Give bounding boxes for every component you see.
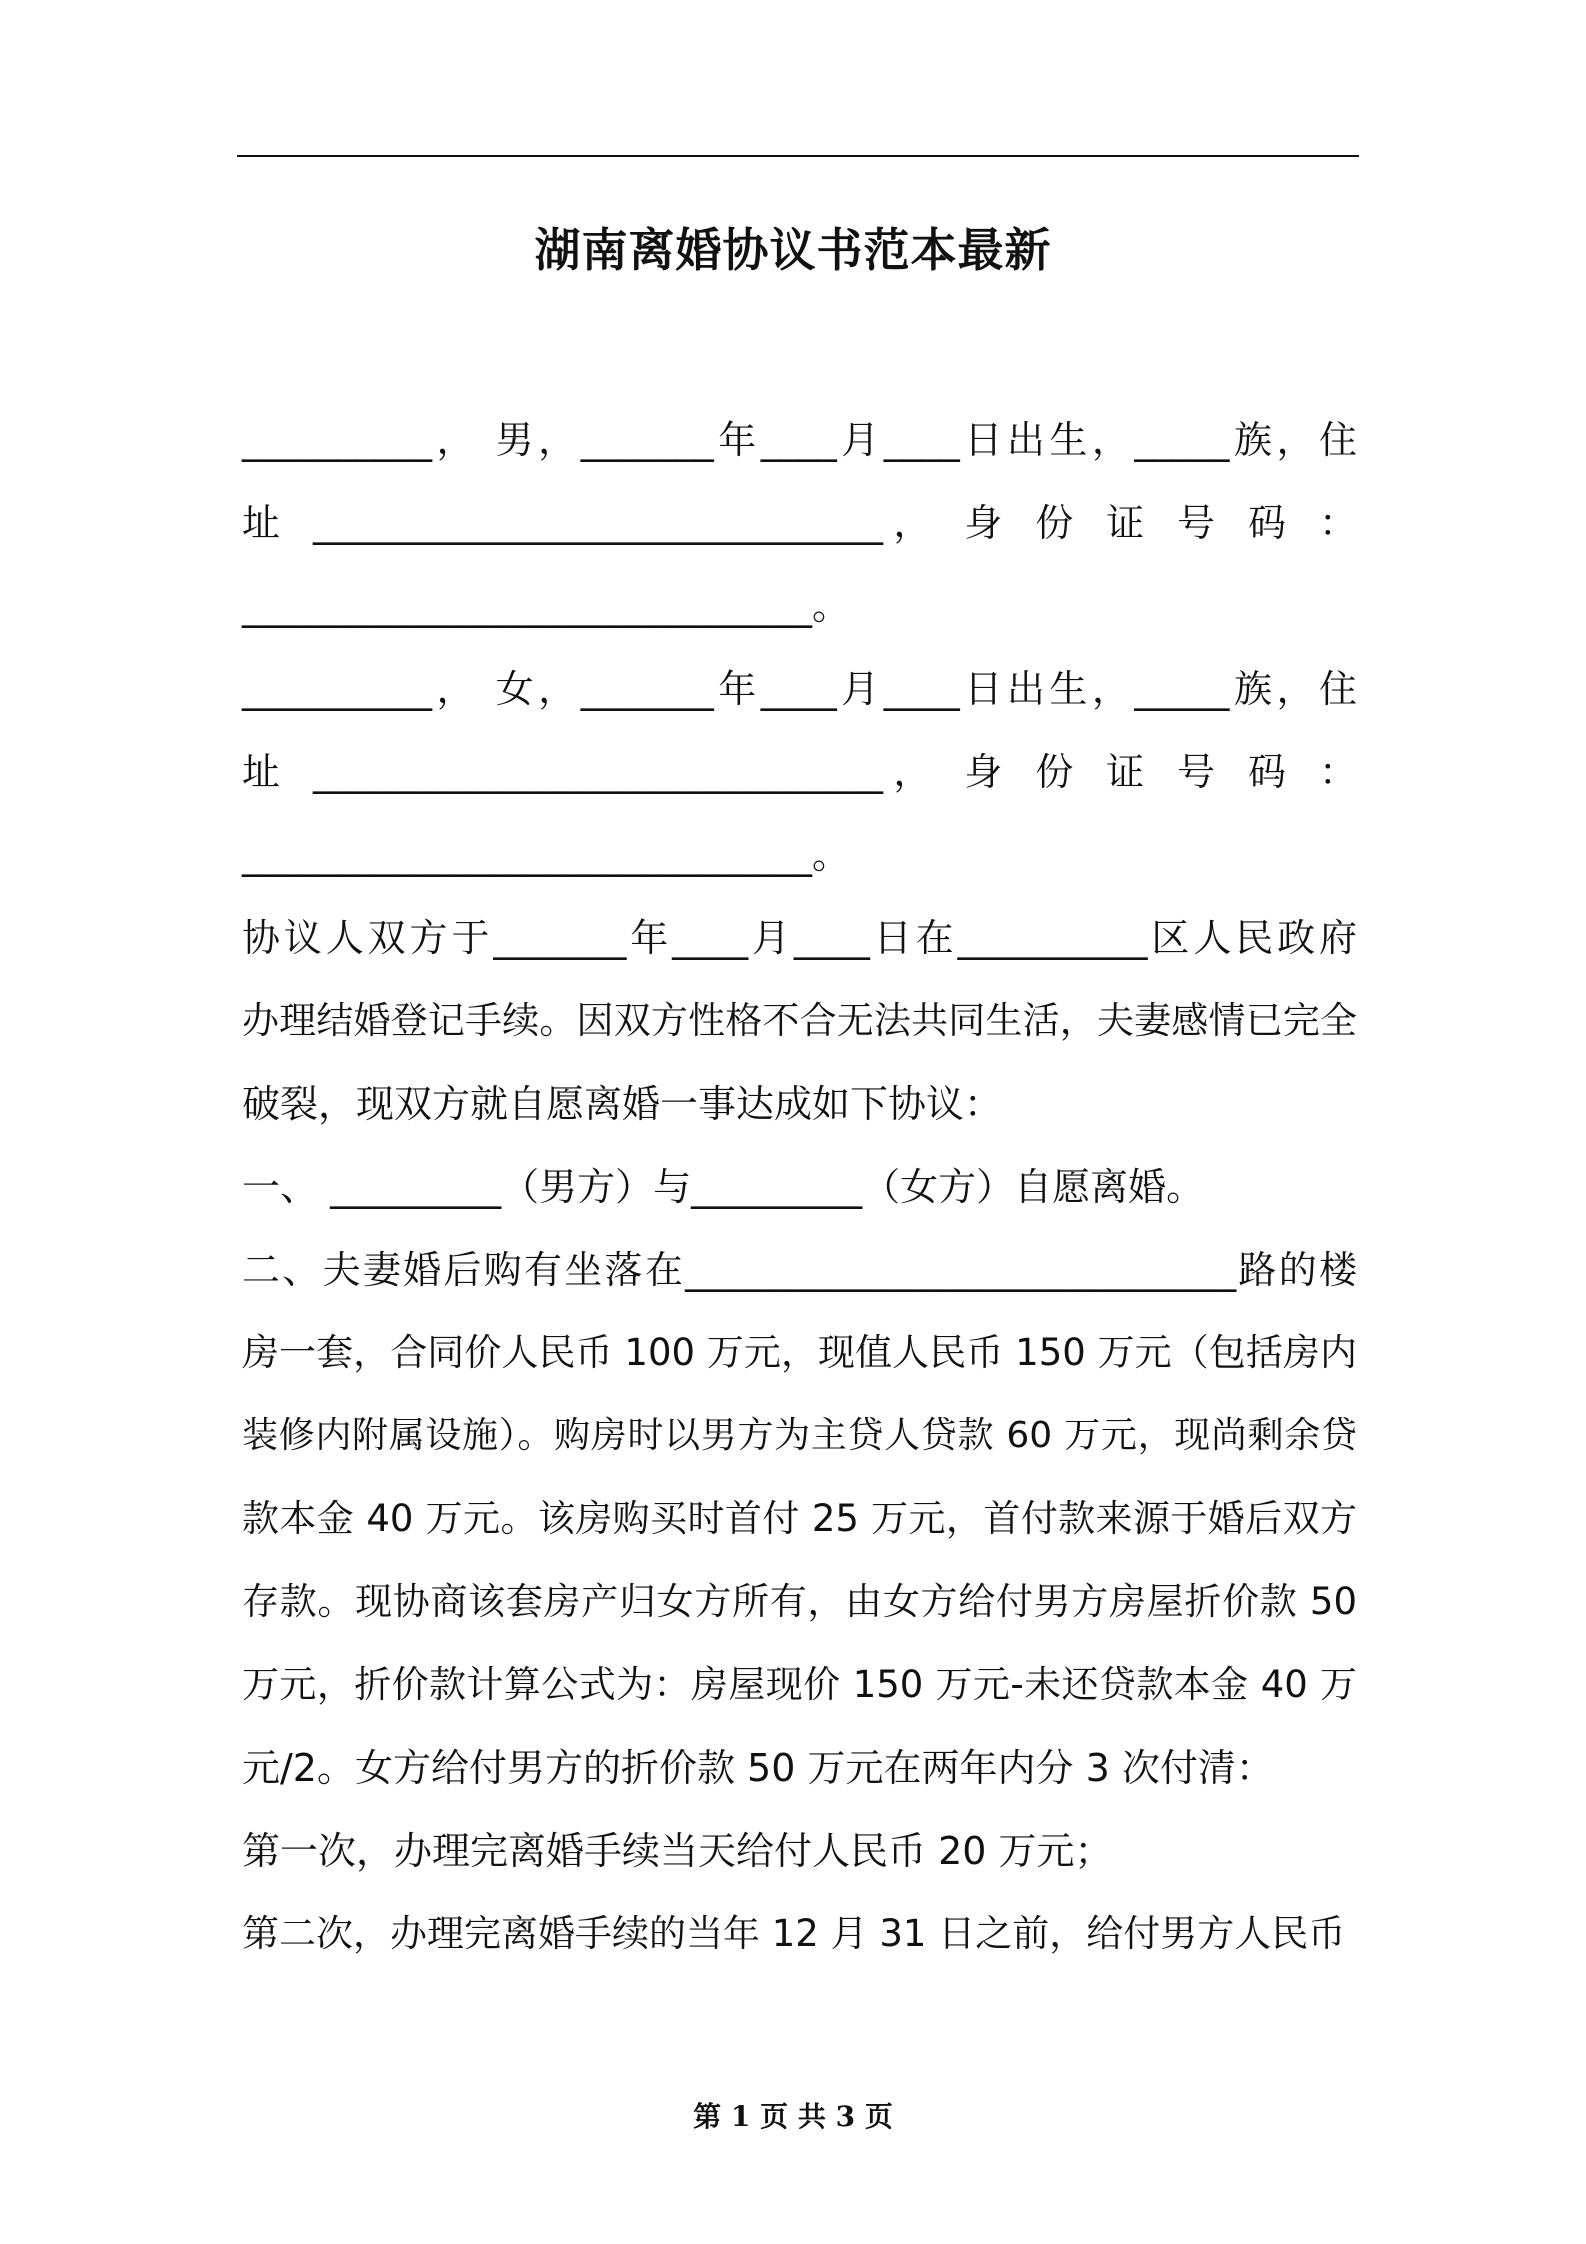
body-line: 办理结婚登记手续。因双方性格不合无法共同生活，夫妻感情已完全 bbox=[242, 999, 1357, 1042]
body-line: 存款。现协商该套房产归女方所有，由女方给付男方房屋折价款 50 bbox=[242, 1580, 1357, 1623]
body-line: 房一套，合同价人民币 100 万元，现值人民币 150 万元（包括房内 bbox=[242, 1331, 1357, 1374]
body-line: 破裂，现双方就自愿离婚一事达成如下协议： bbox=[242, 1082, 1003, 1126]
body-line: 万元，折价款计算公式为：房屋现价 150 万元-未还贷款本金 40 万 bbox=[242, 1663, 1357, 1706]
document-body bbox=[242, 410, 1357, 1987]
page-number-footer: 第 1 页 共 3 页 bbox=[693, 2100, 893, 2133]
body-line: 协议人双方于_______年____月____日在__________区人民政府 bbox=[242, 916, 1357, 960]
body-line: 第一次，办理完离婚手续当天给付人民币 20 万元； bbox=[242, 1829, 1113, 1873]
body-line: 址 ______________________________， 身 份 证 号 码 ： bbox=[242, 501, 1357, 545]
body-line: __________， 女，_______年____月____日出生，_____族，住 bbox=[242, 667, 1357, 711]
body-line: 元/2。女方给付男方的折价款 50 万元在两年内分 3 次付清： bbox=[242, 1746, 1274, 1790]
body-line: 装修内附属设施）。购房时以男方为主贷人贷款 60 万元，现尚剩余贷 bbox=[242, 1415, 1357, 1456]
body-line: 二、夫妻婚后购有坐落在_____________________________路的楼 bbox=[242, 1248, 1357, 1292]
body-line: ______________________________。 bbox=[242, 584, 851, 628]
body-line: ______________________________。 bbox=[242, 833, 851, 877]
body-line: 款本金 40 万元。该房购买时首付 25 万元，首付款来源于婚后双方 bbox=[242, 1497, 1357, 1540]
body-line: __________， 男，_______年____月____日出生，_____族，住 bbox=[242, 418, 1357, 462]
body-line: 第二次，办理完离婚手续的当年 12 月 31 日之前，给付男方人民币 bbox=[242, 1912, 1346, 1955]
body-line: 一、 _________（男方）与_________（女方）自愿离婚。 bbox=[242, 1165, 1205, 1209]
document-title: 湖南离婚协议书范本最新 bbox=[534, 223, 1052, 277]
header-rule bbox=[237, 155, 1359, 157]
body-line: 址 ______________________________， 身 份 证 号 码 ： bbox=[242, 750, 1357, 794]
